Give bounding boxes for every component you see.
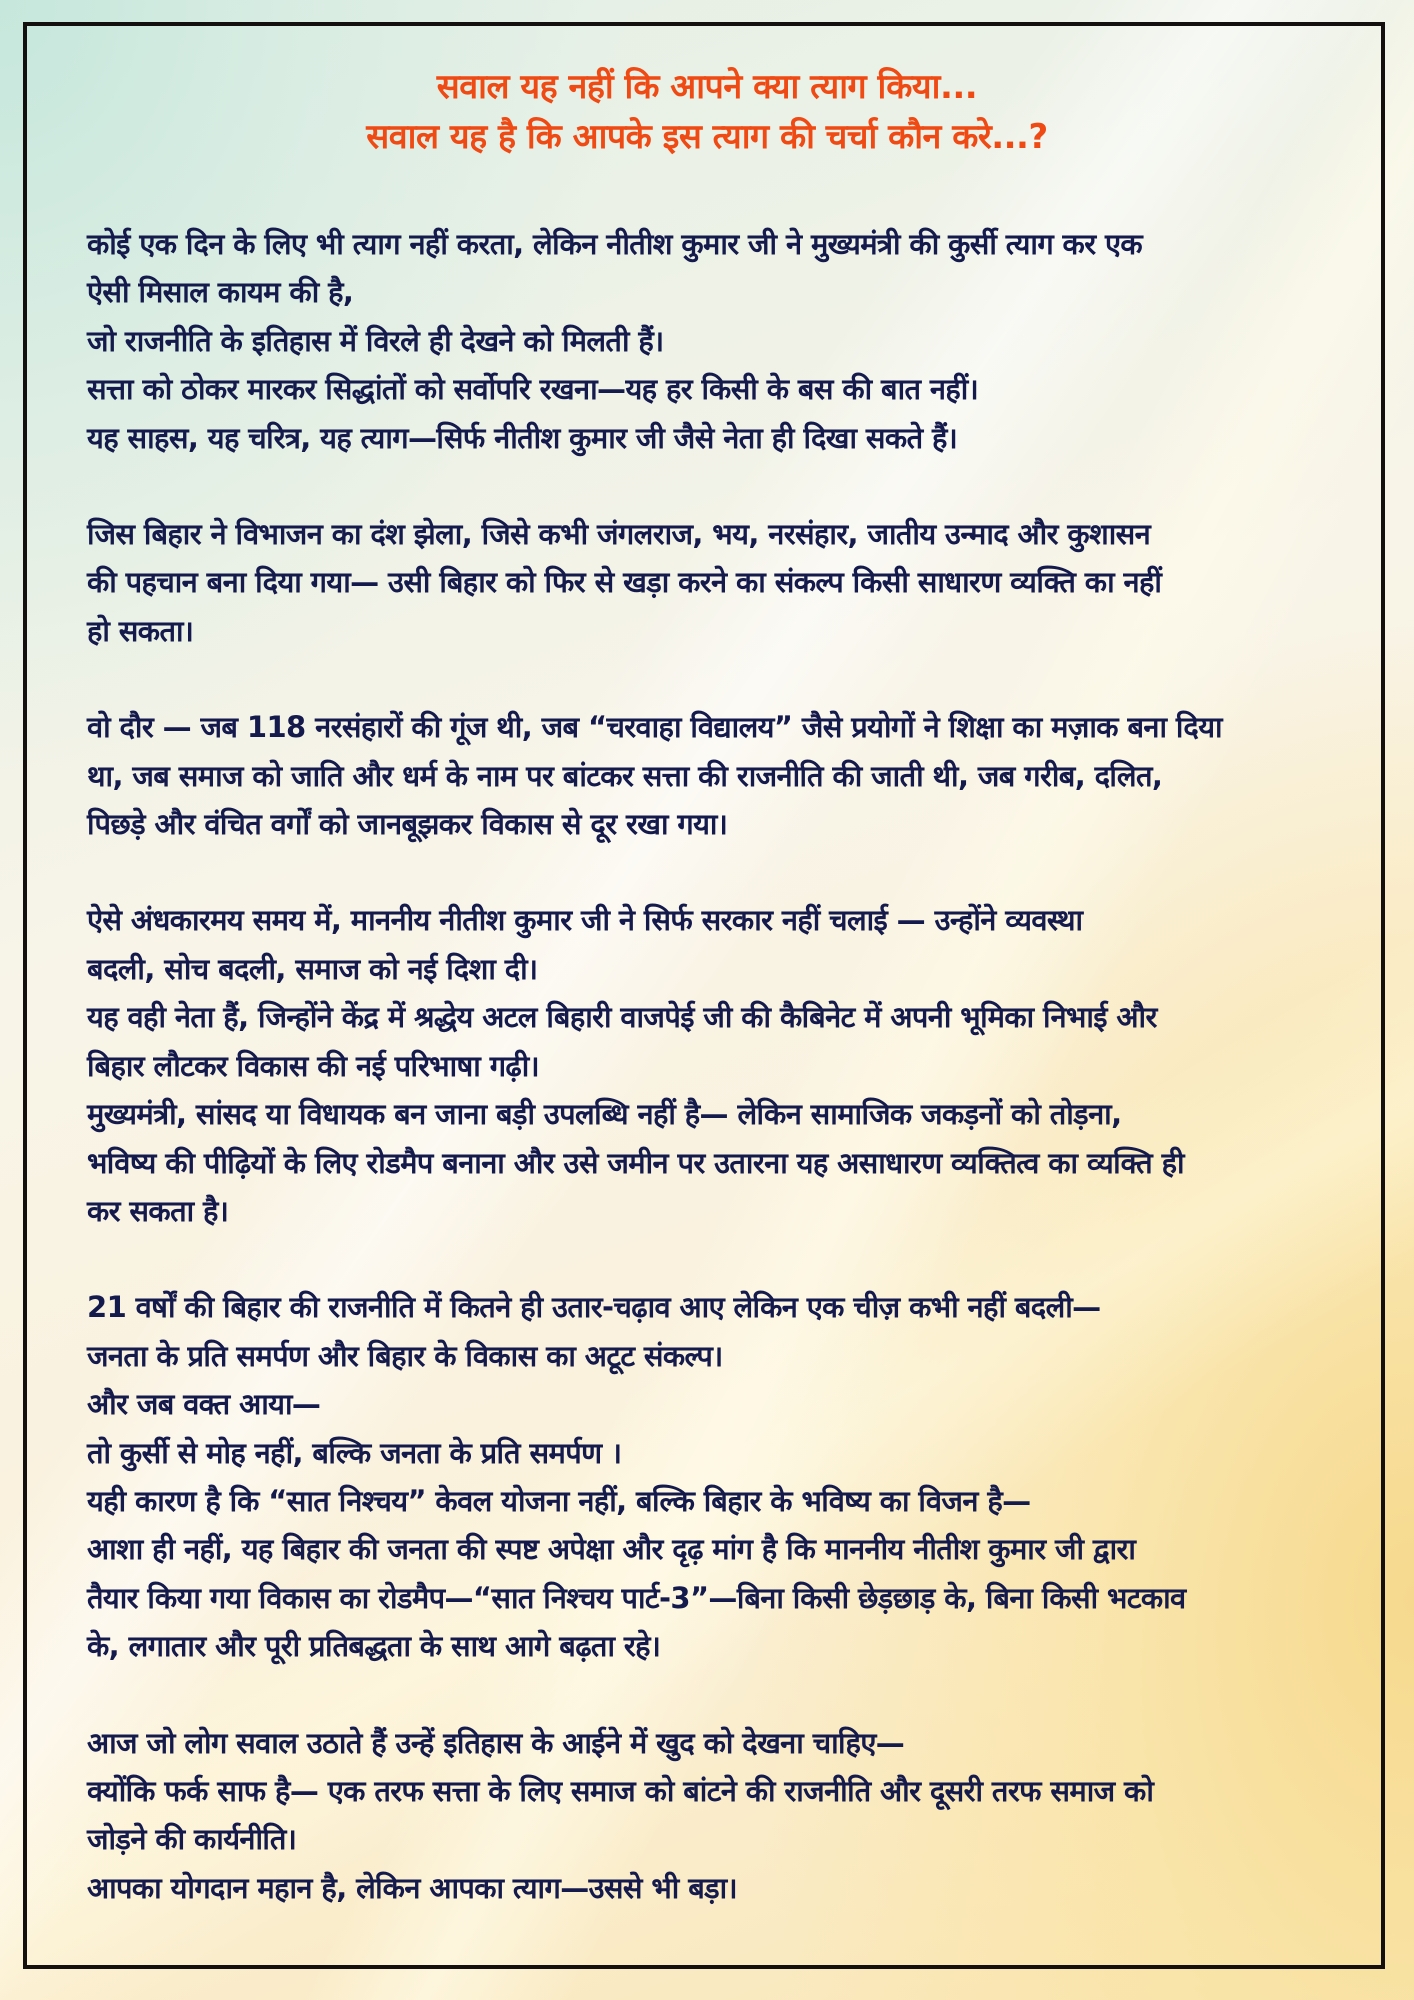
text-line: आपका योगदान महान है, लेकिन आपका त्याग—उससे भी बड़ा। [87, 1870, 737, 1905]
text-line: 21 वर्षों की बिहार की राजनीति में कितने ही उतार-चढ़ाव आए लेकिन एक चीज़ कभी नहीं बदली— [87, 1290, 1101, 1325]
paragraph-conclusion [87, 1719, 1337, 1913]
headline-line-2: सवाल यह है कि आपके इस त्याग की चर्चा कौन करे...? [366, 117, 1048, 157]
text-line: बदली, सोच बदली, समाज को नई दिशा दी। [87, 951, 538, 986]
text-line: था, जब समाज को जाति और धर्म के नाम पर बांटकर सत्ता की राजनीति की जाती थी, जब गरीब, दलित, [87, 758, 1163, 793]
text-line: भविष्य की पीढ़ियों के लिए रोडमैप बनाना और उसे जमीन पर उतारना यह असाधारण व्यक्तित्व का व्यक्ति ही [87, 1145, 1184, 1180]
text-line: आशा ही नहीं, यह बिहार की जनता की स्पष्ट अपेक्षा और दृढ़ मांग है कि माननीय नीतीश कुमार जी द्वारा [87, 1532, 1136, 1567]
text-line: बिहार लौटकर विकास की नई परिभाषा गढ़ी। [87, 1048, 540, 1083]
paragraph-bihar-past [87, 510, 1337, 655]
text-line: वो दौर — जब 118 नरसंहारों की गूंज थी, जब “चरवाहा विद्यालय” जैसे प्रयोगों ने शिक्षा का मज़ाक बना दिया [87, 710, 1222, 745]
text-line: ऐसे अंधकारमय समय में, माननीय नीतीश कुमार जी ने सिर्फ सरकार नहीं चलाई — उन्होंने व्यवस्था [87, 903, 1083, 938]
text-line: पिछड़े और वंचित वर्गों को जानबूझकर विकास से दूर रखा गया। [87, 807, 728, 842]
text-line: कोई एक दिन के लिए भी त्याग नहीं करता, लेकिन नीतीश कुमार जी ने मुख्यमंत्री की कुर्सी त्याग कर एक [87, 227, 1143, 261]
paragraph-21-years [87, 1283, 1337, 1670]
text-line: तो कुर्सी से मोह नहीं, बल्कि जनता के प्रति समर्पण । [87, 1435, 622, 1470]
text-line: मुख्यमंत्री, सांसद या विधायक बन जाना बड़ी उपलब्धि नहीं है— लेकिन सामाजिक जकड़नों को तोड़ना, [87, 1097, 1122, 1132]
text-line: सत्ता को ठोकर मारकर सिद्धांतों को सर्वोपरि रखना—यह हर किसी के बस की बात नहीं। [87, 372, 979, 407]
text-line: तैयार किया गया विकास का रोडमैप—“सात निश्चय पार्ट-3”—बिना किसी छेड़छाड़ के, बिना किसी भटकाव [87, 1580, 1186, 1615]
text-line: यह वही नेता हैं, जिन्होंने केंद्र में श्रद्धेय अटल बिहारी वाजपेई जी की कैबिनेट में अपनी भूमिका निभाई और [87, 1000, 1157, 1035]
text-line: की पहचान बना दिया गया— उसी बिहार को फिर से खड़ा करने का संकल्प किसी साधारण व्यक्ति का नहीं [87, 565, 1162, 600]
article-body [87, 220, 1337, 1960]
text-line: और जब वक्त आया— [87, 1387, 321, 1422]
paragraph-dark-times [87, 896, 1337, 1235]
headline-line-1: सवाल यह नहीं कि आपने क्या त्याग किया... [436, 67, 978, 107]
text-line: यही कारण है कि “सात निश्चय” केवल योजना नहीं, बल्कि बिहार के भविष्य का विजन है— [87, 1483, 1031, 1518]
text-line: हो सकता। [87, 613, 194, 648]
text-line: कर सकता है। [87, 1193, 229, 1228]
text-line: यह साहस, यह चरित्र, यह त्याग—सिर्फ नीतीश कुमार जी जैसे नेता ही दिखा सकते हैं। [87, 420, 958, 455]
text-line: क्योंकि फर्क साफ है— एक तरफ सत्ता के लिए समाज को बांटने की राजनीति और दूसरी तरफ समाज को [87, 1773, 1154, 1808]
text-line: जोड़ने की कार्यनीति। [87, 1822, 297, 1857]
headline [0, 62, 1414, 162]
paragraph-sacrifice [87, 220, 1337, 462]
text-line: आज जो लोग सवाल उठाते हैं उन्हें इतिहास के आईने में खुद को देखना चाहिए— [87, 1725, 905, 1760]
text-line: जिस बिहार ने विभाजन का दंश झेला, जिसे कभी जंगलराज, भय, नरसंहार, जातीय उन्माद और कुशासन [87, 517, 1151, 552]
text-line: ऐसी मिसाल कायम की है, [87, 275, 354, 310]
text-line: जनता के प्रति समर्पण और बिहार के विकास का अटूट संकल्प। [87, 1338, 723, 1373]
text-line: के, लगातार और पूरी प्रतिबद्धता के साथ आगे बढ़ता रहे। [87, 1629, 661, 1664]
text-line: जो राजनीति के इतिहास में विरले ही देखने को मिलती हैं। [87, 323, 664, 358]
paragraph-that-era [87, 703, 1337, 848]
